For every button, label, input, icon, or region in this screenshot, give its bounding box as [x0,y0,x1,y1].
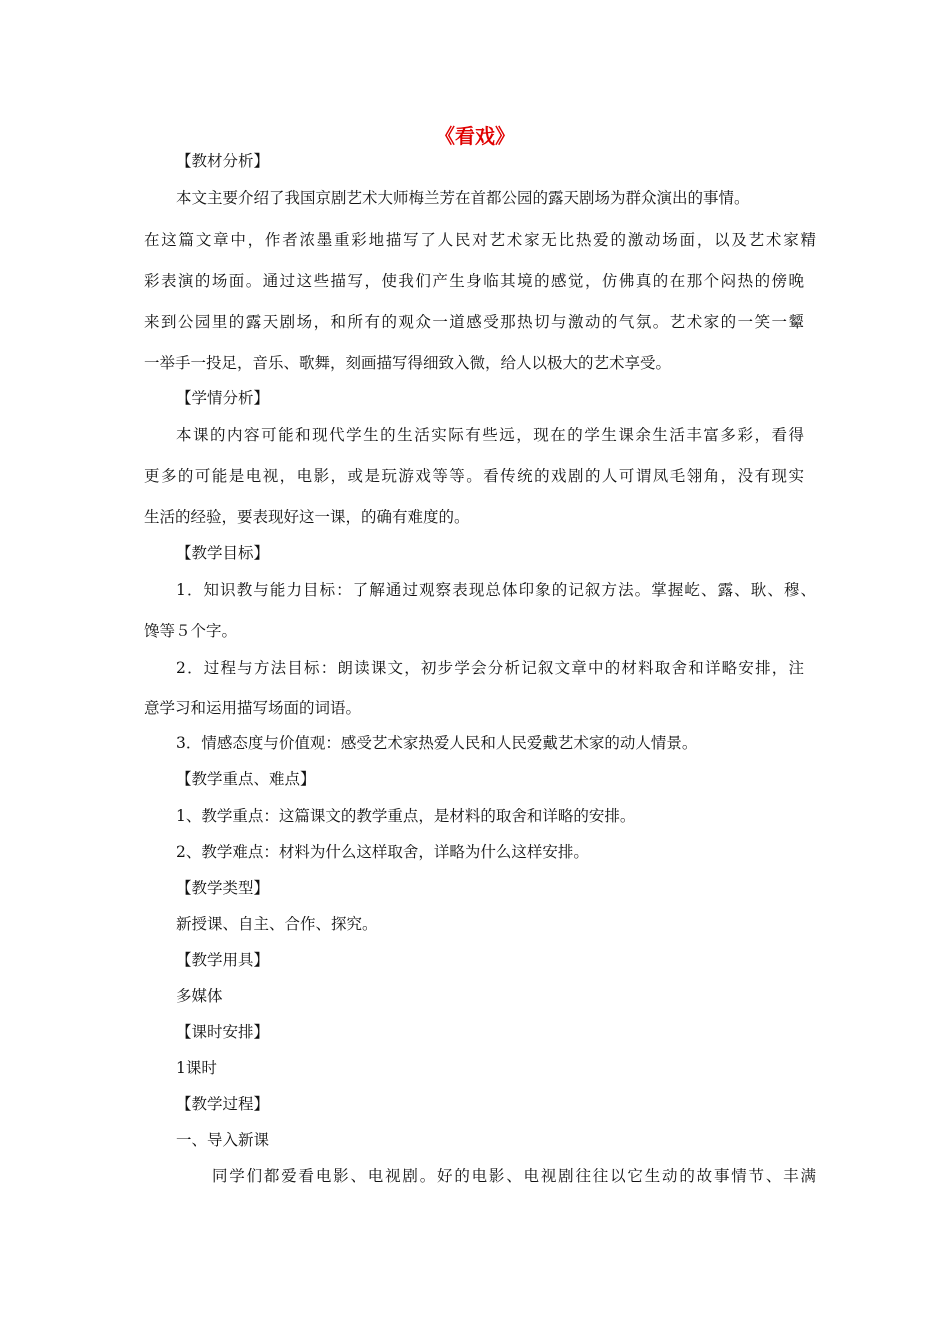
section-heading-process: 【教学过程】 [176,1095,270,1113]
section-heading-focus: 【教学重点、难点】 [176,770,316,788]
paragraph-line: 3．情感态度与价值观：感受艺术家热爱人民和人民爱戴艺术家的动人情景。 [176,734,698,752]
paragraph-line: 1课时 [176,1059,217,1077]
section-heading-tools: 【教学用具】 [176,951,270,969]
section-heading-learner: 【学情分析】 [176,389,270,407]
paragraph-line: 本文主要介绍了我国京剧艺术大师梅兰芳在首都公园的露天剧场为群众演出的事情。 [176,189,750,207]
paragraph-line: 彩表演的场面。通过这些描写，使我们产生身临其境的感觉，仿佛真的在那个闷热的傍晚 [144,272,804,290]
document-title: 《看戏》 [435,124,515,148]
paragraph-line: 一举手一投足，音乐、歌舞，刻画描写得细致入微，给人以极大的艺术享受。 [144,354,672,372]
paragraph-line: 意学习和运用描写场面的词语。 [144,699,362,717]
section-heading-type: 【教学类型】 [176,879,270,897]
paragraph-line: 1．知识教与能力目标：了解通过观察表现总体印象的记叙方法。掌握屹、露、耿、穆、 [176,581,816,599]
paragraph-line: 本课的内容可能和现代学生的生活实际有些远，现在的学生课余生活丰富多彩，看得 [176,426,804,444]
section-heading-goals: 【教学目标】 [176,544,270,562]
paragraph-line: 更多的可能是电视，电影，或是玩游戏等等。看传统的戏剧的人可谓凤毛翎角，没有现实 [144,467,804,485]
section-heading-schedule: 【课时安排】 [176,1023,270,1041]
paragraph-line: 在这篇文章中，作者浓墨重彩地描写了人民对艺术家无比热爱的激动场面，以及艺术家精 [144,231,816,249]
paragraph-line: 馋等５个字。 [144,622,238,640]
paragraph-line: 生活的经验，要表现好这一课，的确有难度的。 [144,508,470,526]
paragraph-line: 同学们都爱看电影、电视剧。好的电影、电视剧往往以它生动的故事情节、丰满 [212,1167,816,1185]
subsection-heading: 一、导入新课 [176,1131,270,1149]
paragraph-line: 1、教学重点：这篇课文的教学重点，是材料的取舍和详略的安排。 [176,807,636,825]
paragraph-line: 多媒体 [176,987,223,1005]
paragraph-line: 来到公园里的露天剧场，和所有的观众一道感受那热切与激动的气氛。艺术家的一笑一颦 [144,313,804,331]
paragraph-line: 新授课、自主、合作、探究。 [176,915,378,933]
section-heading-analysis: 【教材分析】 [176,152,270,170]
paragraph-line: 2、教学难点：材料为什么这样取舍，详略为什么这样安排。 [176,843,589,861]
paragraph-line: 2．过程与方法目标：朗读课文，初步学会分析记叙文章中的材料取舍和详略安排，注 [176,659,804,677]
